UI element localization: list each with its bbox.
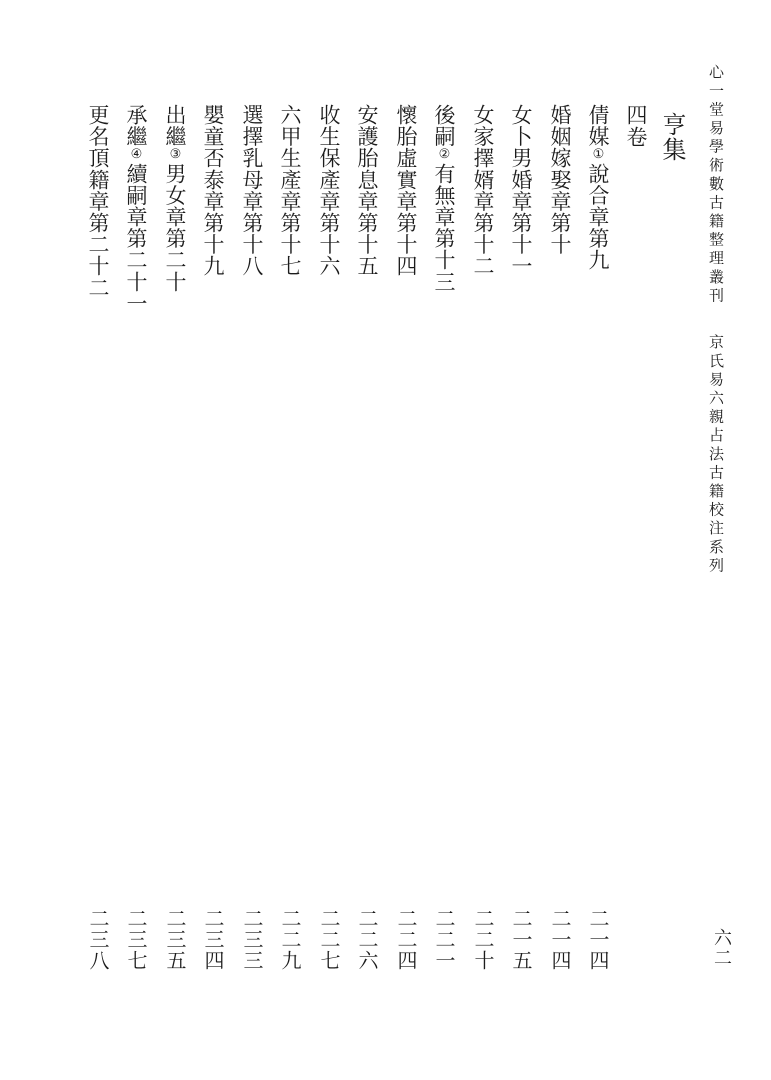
footnote-marker: ②	[437, 147, 452, 163]
contents-entry-page: 二二四	[394, 908, 418, 971]
entry-title-text: 男女章第二十	[163, 162, 187, 293]
entry-title-text: 婚姻嫁娶章第十	[548, 104, 572, 256]
contents-entry-page: 二三四	[201, 908, 225, 971]
contents-entry-title	[472, 104, 493, 277]
entry-title-text: 承繼	[124, 104, 148, 148]
entry-title-text: 更名頂籍章第二十二	[86, 104, 110, 299]
entry-title-text: 懷胎虛實章第十四	[394, 104, 418, 277]
contents-entry-page: 二一四	[586, 908, 610, 971]
contents-entry-title	[433, 104, 454, 292]
volume-label: 四卷	[624, 104, 648, 148]
contents-entry-page: 二二一	[432, 908, 456, 971]
footnote-marker: ④	[129, 147, 144, 163]
entry-title-text: 說合章第九	[586, 162, 610, 271]
section-title: 亨集	[658, 112, 686, 162]
entry-title-text: 選擇乳母章第十八	[240, 104, 264, 277]
contents-entry-title	[318, 104, 339, 277]
contents-entry-page: 二一四	[548, 908, 572, 971]
contents-entry-page: 二三七	[124, 908, 148, 971]
entry-title-text: 安護胎息章第十五	[355, 104, 379, 277]
entry-title-text: 收生保產章第十六	[317, 104, 341, 277]
entry-title-text: 女卜男婚章第十一	[509, 104, 533, 277]
contents-entry-page: 二三八	[86, 908, 110, 971]
contents-entry-title	[587, 104, 608, 271]
contents-entry-page: 二一五	[509, 908, 533, 971]
contents-entry-page: 二三五	[163, 908, 187, 971]
contents-entry-title	[202, 104, 223, 277]
contents-entry-title	[87, 104, 108, 298]
footnote-marker: ①	[591, 147, 606, 163]
entry-title-text: 續嗣章第二十一	[124, 162, 148, 315]
entry-title-text: 倩媒	[586, 104, 610, 148]
contents-entry-page: 二二七	[317, 908, 341, 971]
contents-entry-title	[356, 104, 377, 277]
contents-entry-title	[125, 104, 146, 314]
contents-entry-title	[279, 104, 300, 277]
contents-entry-page: 二二十	[471, 908, 495, 971]
contents-entry-page: 二二九	[278, 908, 302, 971]
contents-entry-page: 二二六	[355, 908, 379, 971]
contents-entry-page: 二三三	[240, 908, 264, 971]
contents-entry-title	[241, 104, 262, 277]
contents-entry-title	[549, 104, 570, 255]
entry-title-text: 女家擇婿章第十二	[471, 104, 495, 277]
folio-number: 六二	[711, 928, 732, 968]
entry-title-text: 出繼	[163, 104, 187, 148]
entry-title-text: 嬰童否泰章第十九	[201, 104, 225, 277]
entry-title-text: 六甲生產章第十七	[278, 104, 302, 277]
running-header-subseries: 京氏易六親占法古籍校注系列	[707, 334, 725, 576]
entry-title-text: 後嗣	[432, 104, 456, 148]
contents-entry-title	[395, 104, 416, 277]
contents-entry-title	[510, 104, 531, 277]
entry-title-text: 有無章第十三	[432, 162, 456, 293]
running-header-series: 心一堂易學術數古籍整理叢刊	[707, 64, 725, 306]
contents-entry-title	[164, 104, 185, 292]
footnote-marker: ③	[168, 147, 183, 163]
